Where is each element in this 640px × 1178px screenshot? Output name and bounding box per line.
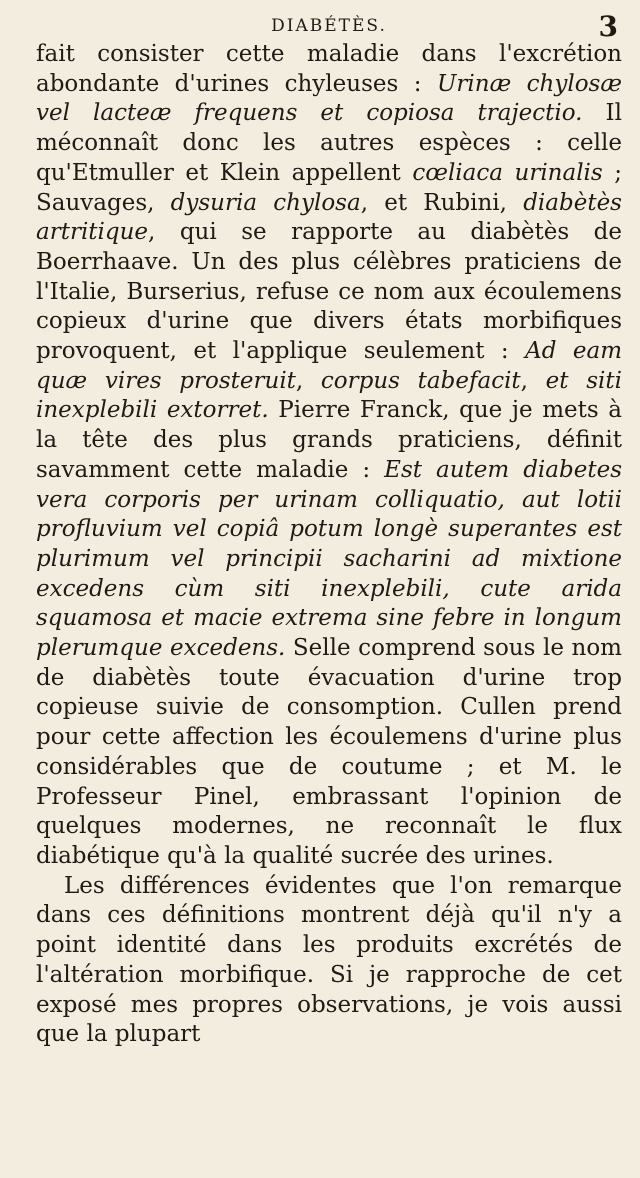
text-run: , qui se rapporte au diabètès de Boerrhaave. Un des plus célèbres praticiens de l'Italie, Burserius, refuse ce nom aux écoulemens copieux d'urine que divers états morbifiques provoquent, et l'applique seulement : <box>36 219 622 365</box>
text-run: , et Rubini, <box>360 189 524 216</box>
text-run: Il méconnaît donc les autres espèces : celle qu'Etmuller et Klein appellent <box>36 100 622 186</box>
italic-run: Est autem diabetes vera corporis per urinam colliquatio, aut lotii profluvium vel copiâ potum longè superantes est plurimum vel principii sacharini ad mixtione excedens cùm siti inexplebili, cute arida squamosa et macie extrema sine febre in longum plerumque excedens. <box>36 456 622 662</box>
text-run: , <box>520 367 546 394</box>
text-run: , <box>295 367 321 394</box>
page-number: 3 <box>598 10 618 43</box>
text-run: Les différences évidentes que l'on remarque dans ces définitions montrent déjà qu'il n'y a point identité dans les produits excrétés de l'altération morbifique. Si je rapproche de cet exposé mes propres observations, je vois aussi que la plupart <box>36 872 622 1048</box>
page-header <box>36 8 622 43</box>
text-run: Selle comprend sous le nom de diabètès toute évacuation d'urine trop copieuse suivie de consomption. Cullen prend pour cette affection les écoulemens d'urine plus considérables que de coutume ; et M. le Professeur Pinel, embrassant l'opinion de quelques modernes, ne reconnaît le flux diabétique qu'à la qualité sucrée des urines. <box>36 635 622 869</box>
italic-run: corpus tabefacit <box>320 367 521 394</box>
running-title: DIABÉTÈS. <box>271 16 387 36</box>
paragraph <box>36 872 622 1050</box>
paragraph <box>36 40 622 872</box>
italic-run: et siti inexplebili extorret. <box>36 367 622 424</box>
text-run: fait consister cette maladie dans l'excrétion abondante d'urines chyleuses : <box>36 41 622 97</box>
italic-run: diabètès artritique <box>36 189 622 246</box>
body-text <box>36 40 622 1050</box>
italic-run: Ad eam quæ vires prosteruit <box>36 338 622 394</box>
text-run: Pierre Franck, que je mets à la tête des plus grands praticiens, définit savamment cette maladie : <box>36 397 622 483</box>
italic-run: dysuria chylosa <box>170 189 361 216</box>
italic-run: cœliaca urinalis <box>412 159 603 186</box>
italic-run: Urinæ chylosæ vel lacteæ frequens et copiosa trajectio. <box>36 70 622 127</box>
text-run: ; Sauvages, <box>36 159 623 216</box>
